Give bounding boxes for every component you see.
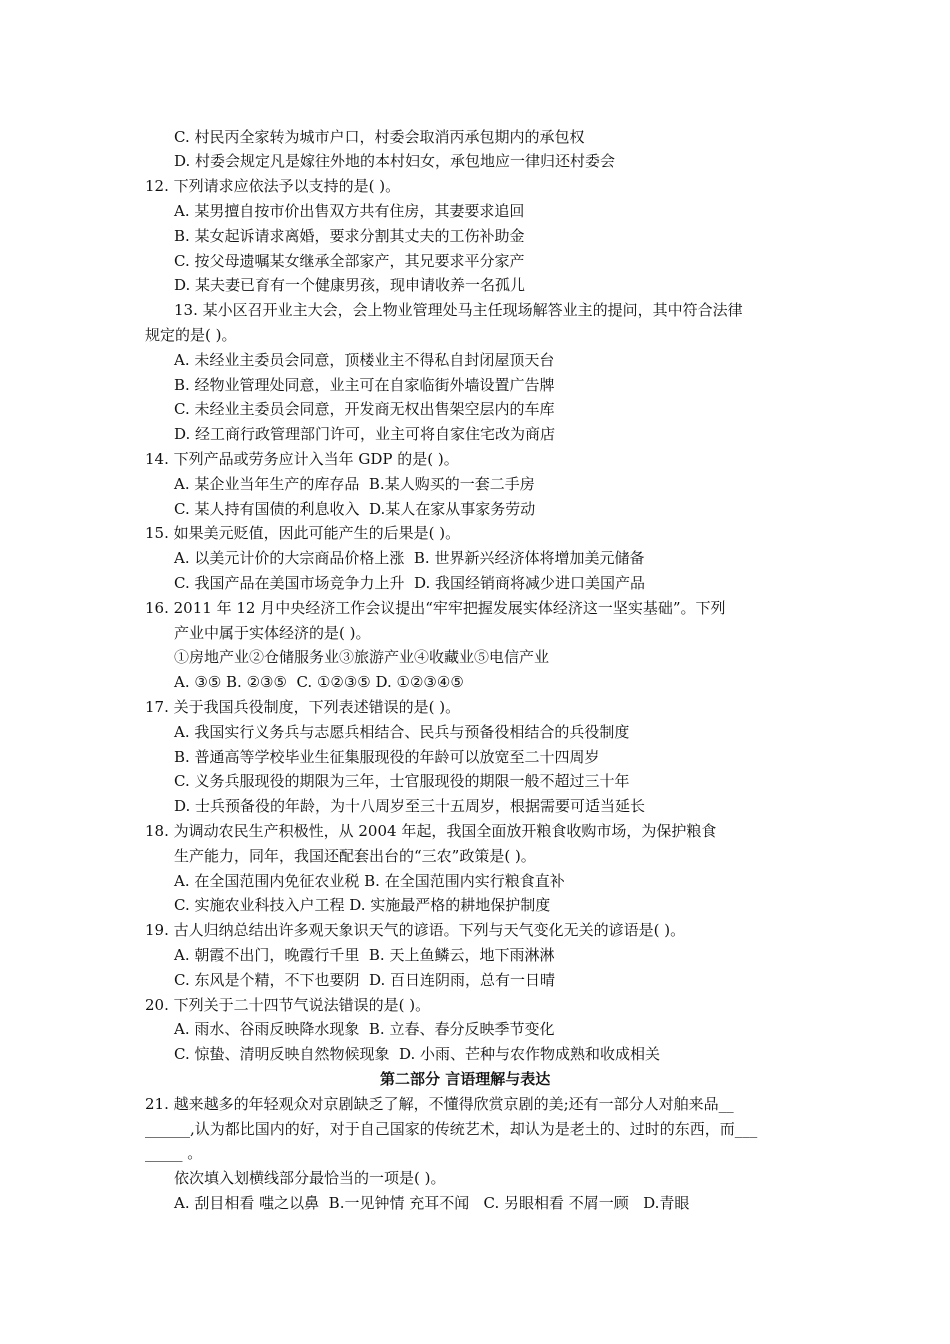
options-18ab: A. 在全国范围内免征农业税 B. 在全国范围内实行粮食直补 bbox=[174, 872, 565, 890]
option-13b: B. 经物业管理处同意，业主可在自家临街外墙设置广告牌 bbox=[174, 376, 555, 394]
question-16-cont: 产业中属于实体经济的是( )。 bbox=[174, 624, 371, 642]
option-12d: D. 某夫妻已育有一个健康男孩，现申请收养一名孤儿 bbox=[174, 276, 526, 294]
question-18-cont: 生产能力，同年，我国还配套出台的“三农”政策是( )。 bbox=[174, 847, 536, 865]
option-17b: B. 普通高等学校毕业生征集服现役的年龄可以放宽至二十四周岁 bbox=[174, 748, 600, 766]
line-11c: C. 村民丙全家转为城市户口，村委会取消丙承包期内的承包权 bbox=[174, 128, 585, 146]
question-13-cont: 规定的是( )。 bbox=[145, 326, 237, 344]
question-21-end: _____ 。 bbox=[145, 1144, 203, 1162]
question-21-prompt: 依次填入划横线部分最恰当的一项是( )。 bbox=[174, 1169, 446, 1187]
options-20cd: C. 惊蛰、清明反映自然物候现象 D. 小雨、芒种与农作物成熟和收成相关 bbox=[174, 1045, 661, 1063]
option-13a: A. 未经业主委员会同意，顶楼业主不得私自封闭屋顶天台 bbox=[174, 351, 555, 369]
options-20ab: A. 雨水、谷雨反映降水现象 B. 立春、春分反映季节变化 bbox=[174, 1020, 555, 1038]
question-18: 18. 为调动农民生产积极性，从 2004 年起，我国全面放开粮食收购市场，为保护粮食 bbox=[145, 822, 717, 840]
options-15ab: A. 以美元计价的大宗商品价格上涨 B. 世界新兴经济体将增加美元储备 bbox=[174, 549, 645, 567]
options-14ab: A. 某企业当年生产的库存品 B.某人购买的一套二手房 bbox=[174, 475, 535, 493]
question-19: 19. 古人归纳总结出许多观天象识天气的谚语。下列与天气变化无关的谚语是( )。 bbox=[145, 921, 686, 939]
options-19ab: A. 朝霞不出门，晚霞行千里 B. 天上鱼鳞云，地下雨淋淋 bbox=[174, 946, 555, 964]
question-20: 20. 下列关于二十四节气说法错误的是( )。 bbox=[145, 996, 431, 1014]
option-12c: C. 按父母遗嘱某女继承全部家产，其兄要求平分家产 bbox=[174, 252, 525, 270]
question-17: 17. 关于我国兵役制度，下列表述错误的是( )。 bbox=[145, 698, 461, 716]
question-21-cont: ______,认为都比国内的好，对于自己国家的传统艺术，却认为是老土的、过时的东西，而___ bbox=[145, 1120, 758, 1138]
option-13d: D. 经工商行政管理部门许可，业主可将自家住宅改为商店 bbox=[174, 425, 556, 443]
question-15: 15. 如果美元贬值，因此可能产生的后果是( )。 bbox=[145, 524, 461, 542]
question-14: 14. 下列产品或劳务应计入当年 GDP 的是( )。 bbox=[145, 450, 459, 468]
option-17c: C. 义务兵服现役的期限为三年，士官服现役的期限一般不超过三十年 bbox=[174, 772, 630, 790]
options-21: A. 刮目相看 嗤之以鼻 B.一见钟情 充耳不闻 C. 另眼相看 不屑一顾 D.青眼 bbox=[174, 1194, 690, 1212]
option-13c: C. 未经业主委员会同意，开发商无权出售架空层内的车库 bbox=[174, 400, 555, 418]
option-12a: A. 某男擅自按市价出售双方共有住房，其妻要求追回 bbox=[174, 202, 525, 220]
question-21: 21. 越来越多的年轻观众对京剧缺乏了解，不懂得欣赏京剧的美;还有一部分人对舶来品__ bbox=[145, 1095, 734, 1113]
options-19cd: C. 东风是个精，不下也要阴 D. 百日连阴雨，总有一日晴 bbox=[174, 971, 556, 989]
options-18cd: C. 实施农业科技入户工程 D. 实施最严格的耕地保护制度 bbox=[174, 896, 551, 914]
option-17a: A. 我国实行义务兵与志愿兵相结合、民兵与预备役相结合的兵役制度 bbox=[174, 723, 630, 741]
line-11d: D. 村委会规定凡是嫁往外地的本村妇女，承包地应一律归还村委会 bbox=[174, 152, 616, 170]
option-12b: B. 某女起诉请求离婚，要求分割其丈夫的工伤补助金 bbox=[174, 227, 525, 245]
option-17d: D. 士兵预备役的年龄，为十八周岁至三十五周岁，根据需要可适当延长 bbox=[174, 797, 646, 815]
options-14cd: C. 某人持有国债的利息收入 D.某人在家从事家务劳动 bbox=[174, 500, 536, 518]
question-16-items: ①房地产业②仓储服务业③旅游产业④收藏业⑤电信产业 bbox=[174, 648, 550, 666]
options-15cd: C. 我国产品在美国市场竞争力上升 D. 我国经销商将减少进口美国产品 bbox=[174, 574, 646, 592]
question-16: 16. 2011 年 12 月中央经济工作会议提出“牢牢把握发展实体经济这一坚实基础”。下列 bbox=[145, 599, 726, 617]
section-heading: 第二部分 言语理解与表达 bbox=[380, 1070, 551, 1088]
question-12: 12. 下列请求应依法予以支持的是( )。 bbox=[145, 177, 401, 195]
question-13: 13. 某小区召开业主大会，会上物业管理处马主任现场解答业主的提问，其中符合法律 bbox=[174, 301, 743, 319]
options-16: A. ③⑤ B. ②③⑤ C. ①②③⑤ D. ①②③④⑤ bbox=[174, 673, 464, 691]
